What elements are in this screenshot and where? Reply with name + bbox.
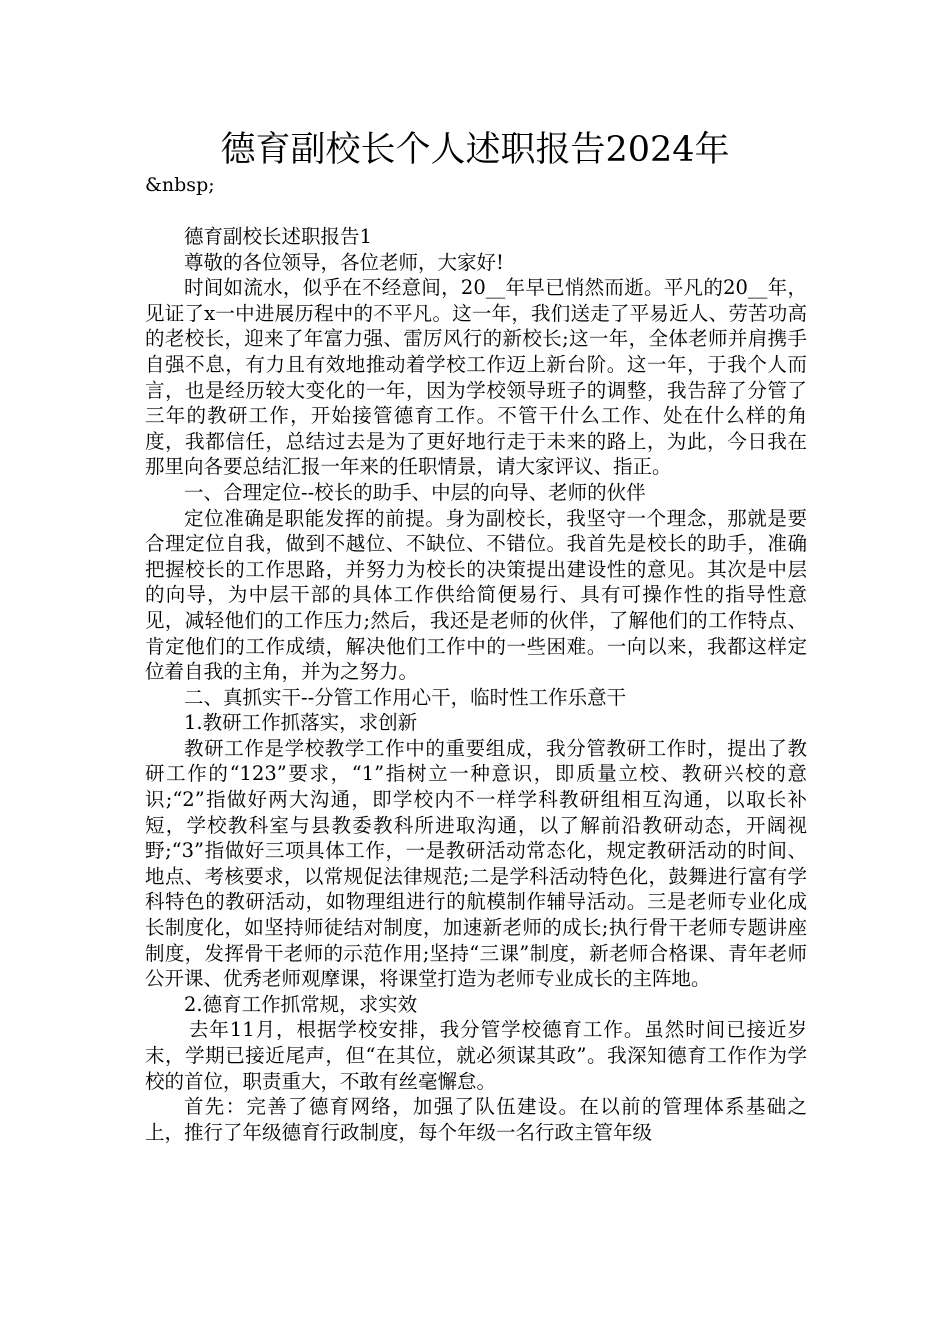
subheading-moral-education: 2.德育工作抓常规，求实效 <box>184 992 418 1016</box>
nbsp-text: &nbsp; <box>145 174 215 196</box>
report-heading: 德育副校长述职报告1 <box>184 225 372 248</box>
greeting-paragraph: 尊敬的各位领导，各位老师，大家好! <box>184 250 504 274</box>
network-paragraph: 首先：完善了德育网络，加强了队伍建设。在以前的管理体系基础之上，推行了年级德育行政制度，每个年级一名行政主管年级 <box>145 1095 807 1144</box>
section-heading-1: 一、合理定位--校长的助手、中层的向导、老师的伙伴 <box>184 480 646 504</box>
positioning-paragraph: 定位准确是职能发挥的前提。身为副校长，我坚守一个理念，那就是要合理定位自我，做到不越位、不缺位、不错位。我首先是校长的助手，准确把握校长的工作思路，并努力为校长的决策提出建设性的意见。其次是中层的向导，为中层干部的具体工作供给简便易行、具有可操作性的指导性意见，减轻他们的工作压力;然后，我还是老师的伙伴，了解他们的工作特点、肯定他们的工作成绩，解决他们工作中的一些困难。一向以来，我都这样定位着自我的主角，并为之努力。 <box>145 506 807 684</box>
moral-education-paragraph: 去年11月，根据学校安排，我分管学校德育工作。虽然时间已接近岁末，学期已接近尾声，但“在其位，就必须谋其政”。我深知德育工作作为学校的首位，职责重大，不敢有丝毫懈怠。 <box>145 1018 807 1093</box>
section-heading-2: 二、真抓实干--分管工作用心干，临时性工作乐意干 <box>184 685 627 709</box>
subheading-teaching-research: 1.教研工作抓落实，求创新 <box>184 711 418 735</box>
teaching-research-paragraph: 教研工作是学校教学工作中的重要组成，我分管教研工作时，提出了教研工作的“123”要求，“1”指树立一种意识，即质量立校、教研兴校的意识;“2”指做好两大沟通，即学校内不一样学科教研组相互沟通，以取长补短，学校教科室与县教委教科所进取沟通，以了解前沿教研动态，开阔视野;“3”指做好三项具体工作，一是教研活动常态化，规定教研活动的时间、地点、考核要求，以常规促法律规范;二是学科活动特色化，鼓舞进行富有学科特色的教研活动，如物理组进行的航模制作辅导活动。三是老师专业化成长制度化，如坚持师徒结对制度，加速新老师的成长;执行骨干老师专题讲座制度，发挥骨干老师的示范作用;坚持“三课”制度，新老师合格课、青年老师公开课、优秀老师观摩课，将课堂打造为老师专业成长的主阵地。 <box>145 736 807 991</box>
intro-paragraph: 时间如流水，似乎在不经意间，20__年早已悄然而逝。平凡的20__年，见证了x一中进展历程中的不平凡。这一年，我们送走了平易近人、劳苦功高的老校长，迎来了年富力强、雷厉风行的新校长;这一年，全体老师并肩携手自强不息，有力且有效地推动着学校工作迈上新台阶。这一年，于我个人而言，也是经历较大变化的一年，因为学校领导班子的调整，我告辞了分管了三年的教研工作，开始接管德育工作。不管干什么工作、处在什么样的角度，我都信任，总结过去是为了更好地行走于未来的路上，为此，今日我在那里向各要总结汇报一年来的任职情景，请大家评议、指正。 <box>145 276 807 479</box>
document-body <box>145 224 807 1145</box>
document-title: 德育副校长个人述职报告2024年 <box>220 130 730 170</box>
